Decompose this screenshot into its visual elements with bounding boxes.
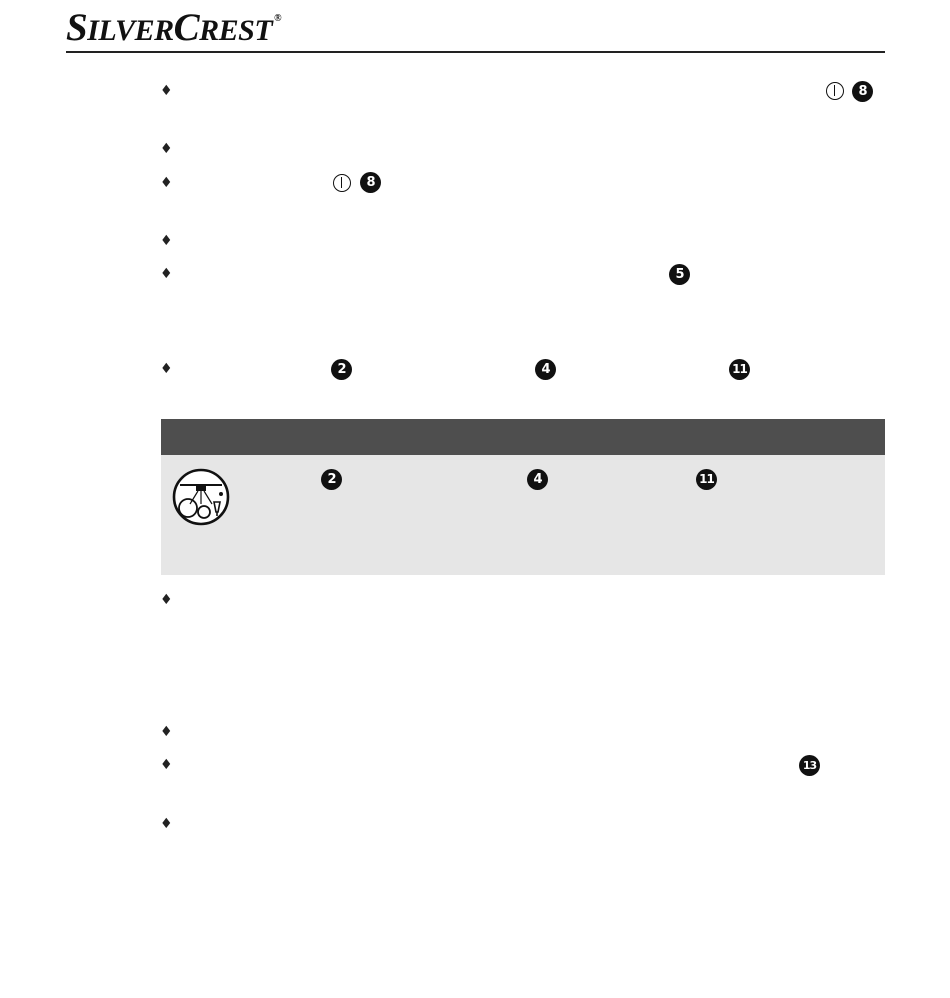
callout-4: 4 bbox=[535, 359, 556, 380]
callout-8: 8 bbox=[852, 81, 873, 102]
list-bullet: ♦ bbox=[160, 175, 173, 191]
list-bullet: ♦ bbox=[160, 757, 173, 773]
list-bullet: ♦ bbox=[160, 83, 173, 99]
registered-mark: ® bbox=[274, 13, 282, 24]
callout-11: 11 bbox=[696, 469, 717, 490]
callout-2: 2 bbox=[321, 469, 342, 490]
callout-8: 8 bbox=[360, 172, 381, 193]
power-symbol-icon bbox=[826, 82, 844, 100]
power-symbol-icon bbox=[333, 174, 351, 192]
list-bullet: ♦ bbox=[160, 816, 173, 832]
logo-letter-s: S bbox=[66, 6, 88, 49]
list-bullet: ♦ bbox=[160, 592, 173, 608]
callout-2: 2 bbox=[331, 359, 352, 380]
callout-13: 13 bbox=[799, 755, 820, 776]
list-bullet: ♦ bbox=[160, 724, 173, 740]
list-bullet: ♦ bbox=[160, 266, 173, 282]
callout-5: 5 bbox=[669, 264, 690, 285]
callout-4: 4 bbox=[527, 469, 548, 490]
list-bullet: ♦ bbox=[160, 233, 173, 249]
logo-letter-c: C bbox=[173, 6, 200, 49]
list-bullet: ♦ bbox=[160, 361, 173, 377]
notice-box bbox=[161, 455, 885, 575]
header-rule bbox=[66, 51, 885, 53]
notice-header-bar bbox=[161, 419, 885, 455]
logo-letters-rest: REST bbox=[199, 14, 273, 47]
list-bullet: ♦ bbox=[160, 141, 173, 157]
dishwasher-icon bbox=[172, 468, 230, 526]
callout-11: 11 bbox=[729, 359, 750, 380]
logo-letters-ilver: ILVER bbox=[87, 14, 174, 47]
silvercrest-logo bbox=[66, 8, 281, 47]
